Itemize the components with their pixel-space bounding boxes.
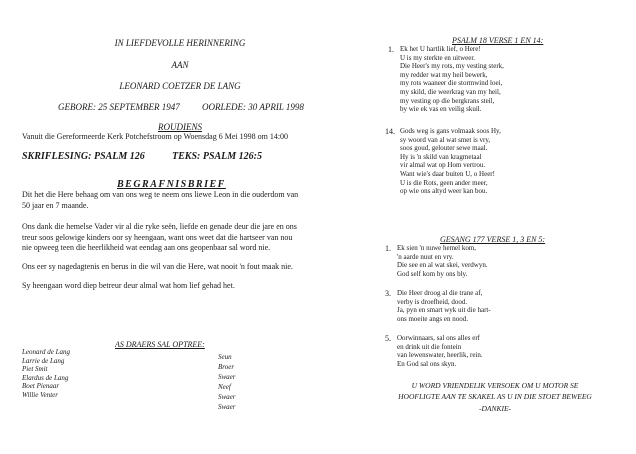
paragraph-4: Sy heengaan word diep betreur deur almal wat hom lief gehad het. <box>22 281 235 290</box>
verse-line: sy woord van al wat smet is vry, <box>400 135 491 144</box>
hymn-verse-3 <box>397 289 491 323</box>
bearers-heading: AS DRAERS SAL OPTREE: <box>115 340 205 349</box>
bearer-relation: Seun <box>218 353 232 361</box>
verse-number: 3. <box>385 289 391 298</box>
verse-line: my skild, die weerkrag van my heil, <box>400 87 501 96</box>
burial-letter-heading: BEGRAFNISBRIEF <box>117 179 226 190</box>
paragraph-1 <box>22 190 298 211</box>
psalm-heading: PSALM 18 VERSE 1 EN 14: <box>452 36 544 45</box>
verse-line: Die Heer droog al die trane af, <box>397 289 483 297</box>
deceased-name: LEONARD COETZER DE LANG <box>119 81 241 91</box>
memorial-heading: IN LIEFDEVOLLE HERINNERING <box>114 38 246 48</box>
thanks-text: -DANKIE- <box>478 404 512 413</box>
verse-line: Ja, pyn en smart wyk uit die hart- <box>397 306 491 315</box>
psalm-verse-1 <box>400 45 504 114</box>
paragraph-2-line: nie opweeg teen die heerlikheid wat eendag aan ons geopenbaar sal word nie. <box>22 243 271 252</box>
verse-line: soos goud, gelouter sewe maal. <box>400 144 488 153</box>
bearer-relation: Swaer <box>218 373 236 381</box>
birth-date: GEBORE: 25 SEPTEMBER 1947 <box>58 102 180 112</box>
bearer-name: Piet Smit <box>22 365 48 374</box>
bearer-name: Boet Pienaar <box>22 382 60 391</box>
verse-number: 1. <box>388 45 394 54</box>
verse-line: God self kom by ons bly. <box>397 269 468 278</box>
verse-line: Die Heer's my rots, my vesting sterk, <box>400 62 504 71</box>
headlights-notice-line-1: U WORD VRIENDELIK VERSOEK OM U MOTOR SE <box>411 381 579 390</box>
paragraph-2-line: Ons dank die hemelse Vader vir al die ryke seën, liefde en genade deur die jare en ons <box>22 222 297 231</box>
bearer-name: Leonard de Lang <box>22 348 70 356</box>
bearers-names <box>22 348 70 400</box>
verse-line: Want wie's daar buiten U, o Heer! <box>400 169 495 178</box>
verse-line: ons moeite angs en nood. <box>397 314 468 323</box>
bearer-relation: Swaer <box>218 393 236 401</box>
paragraph-2-line: treur soos gelowige kinders oor sy heengaan, want ons weet dat die hartseer van nou <box>22 232 293 242</box>
verse-number: 1. <box>385 244 391 253</box>
hymn-verse-1 <box>397 244 488 278</box>
service-heading: ROUDIENS <box>158 122 202 132</box>
verse-number: 14. <box>385 127 395 136</box>
paragraph-3: Ons eer sy nagedagtenis en berus in die wil van die Here, wat nooit 'n fout maak nie. <box>22 262 293 271</box>
verse-line: Hy is 'n skild van kragmetaal <box>400 152 482 161</box>
to-label: AAN <box>171 60 189 70</box>
verse-line: U is die Rots, geen ander meer, <box>400 178 488 187</box>
paragraph-1-line: Dit het die Here behaag om van ons weg te neem ons liewe Leon in die ouderdom van <box>22 190 299 199</box>
bearers-relations <box>218 352 236 412</box>
psalm-verse-14 <box>400 127 501 196</box>
verse-line: Ek het U hartlik lief, o Here! <box>400 45 481 53</box>
verse-line: Ek sien 'n nuwe hemel kom, <box>397 244 477 252</box>
verse-number: 5. <box>385 334 391 343</box>
verse-line: Die see en al wat skei, verdwyn. <box>397 261 488 270</box>
verse-line: my vesting op die bergkrans steil, <box>400 96 495 105</box>
death-date: OORLEDE: 30 APRIL 1998 <box>202 102 304 112</box>
verse-line: my redder wat my heil bewerk, <box>400 70 488 79</box>
verse-line: vir almal wat op Hom vertrou. <box>400 161 486 170</box>
hymn-heading: GESANG 177 VERSE 1, 3 EN 5: <box>440 235 546 244</box>
verse-line: verby is droefheid, dood. <box>397 297 468 306</box>
bearer-name: Willie Venter <box>22 390 58 399</box>
verse-line: U is my sterkte en uitweer. <box>400 53 476 62</box>
verse-line: Gods weg is gans volmaak soos Hy, <box>400 127 501 135</box>
hymn-verse-5 <box>397 334 483 368</box>
paragraph-1-line: 50 jaar en 7 maande. <box>22 200 89 210</box>
bearer-name: Larrie de Lang <box>22 356 65 365</box>
verse-line: by wie ek vas en veilig skuil. <box>400 105 482 114</box>
verse-line: my rots waaneer die stormwind loei, <box>400 79 503 88</box>
bearer-relation: Broer <box>218 363 235 371</box>
bearer-relation: Neef <box>218 383 231 391</box>
scripture-reading: SKRIFLESING: PSALM 126 <box>22 151 145 162</box>
service-text: Vanuit die Gereformeerde Kerk Potchefstroom op Woensdag 6 Mei 1998 om 14:00 <box>22 132 289 141</box>
paragraph-2 <box>22 222 297 254</box>
verse-line: van lewenswater, heerlik, rein. <box>397 351 483 360</box>
verse-line: 'n aarde nuut en vry. <box>397 252 454 261</box>
bearer-name: Elardus de Lang <box>22 373 69 382</box>
verse-line: en drink uit die fontein <box>397 342 462 351</box>
bearer-relation: Swaer <box>218 403 236 411</box>
headlights-notice-line-2: HOOFLIGTE AAN TE SKAKEL AS U IN DIE STOET BEWEEG <box>398 392 592 401</box>
verse-line: op wie ons altyd weer kan bou. <box>400 187 488 196</box>
verse-line: Oorwinnaars, sal ons alles erf <box>397 334 481 342</box>
verse-line: En God sal ons skyn. <box>397 359 457 368</box>
sermon-text: TEKS: PSALM 126:5 <box>172 151 263 162</box>
